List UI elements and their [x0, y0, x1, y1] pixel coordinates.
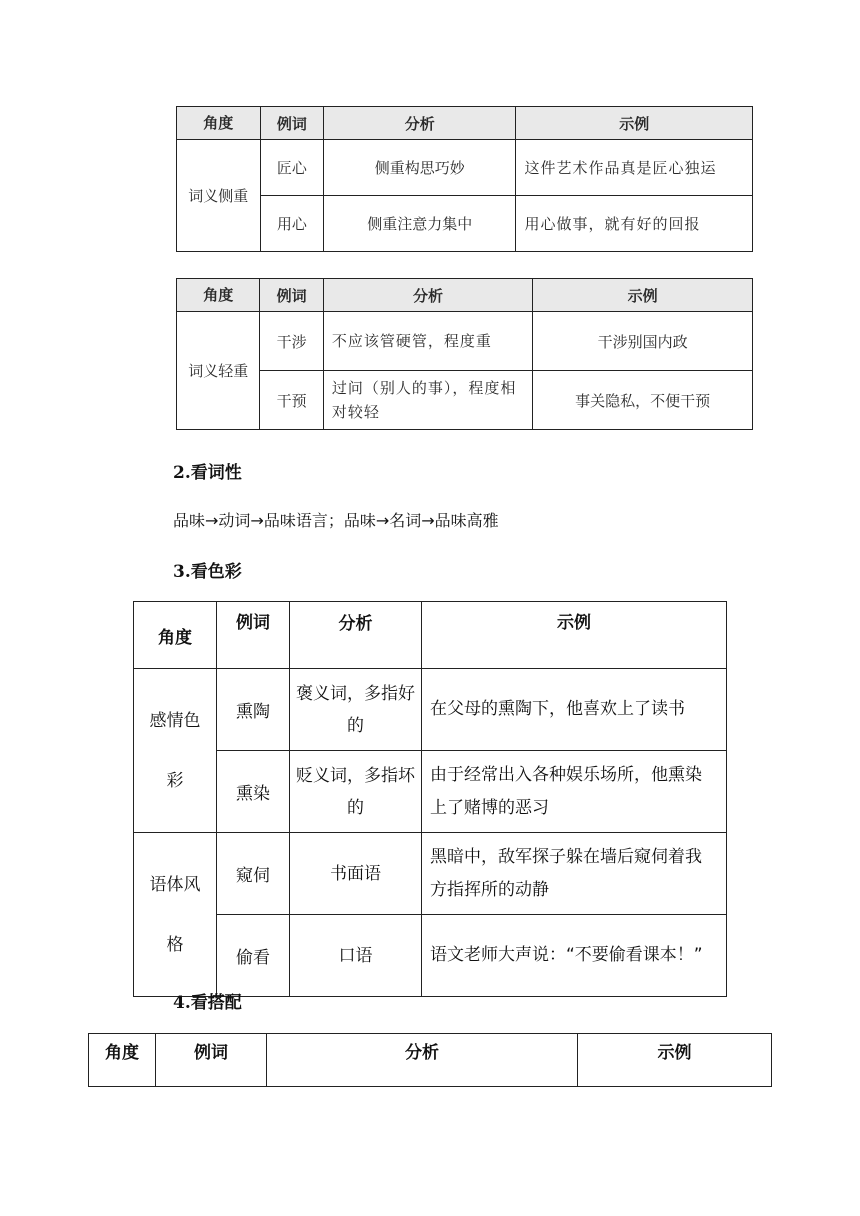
header-example-word: 例词 [260, 107, 324, 140]
header-example: 示例 [516, 107, 753, 140]
example-cell: 在父母的熏陶下，他喜欢上了读书 [422, 669, 727, 751]
table-header-row [177, 107, 753, 140]
analysis-cell: 口语 [290, 915, 422, 997]
word-collocation-table [88, 1033, 772, 1087]
analysis-cell: 侧重注意力集中 [324, 196, 516, 252]
analysis-cell: 书面语 [290, 833, 422, 915]
analysis-cell: 褒义词，多指好的 [290, 669, 422, 751]
header-example: 示例 [533, 279, 753, 312]
example-cell: 干涉别国内政 [533, 312, 753, 371]
table-row [134, 915, 727, 997]
example-cell: 这件艺术作品真是匠心独运 [516, 140, 753, 196]
table-row [134, 751, 727, 833]
table-row [134, 669, 727, 751]
analysis-cell: 侧重构思巧妙 [324, 140, 516, 196]
category-cell: 词义侧重 [177, 140, 261, 252]
table-row [177, 371, 753, 430]
analysis-cell: 过问（别人的事），程度相对较轻 [323, 371, 532, 430]
example-word-cell: 熏陶 [217, 669, 290, 751]
header-example: 示例 [578, 1034, 772, 1087]
header-analysis: 分析 [323, 279, 532, 312]
example-cell: 用心做事，就有好的回报 [516, 196, 753, 252]
table-row [177, 196, 753, 252]
word-color-table [133, 601, 727, 997]
table-header-row [177, 279, 753, 312]
word-meaning-emphasis-table [176, 106, 753, 252]
example-word-cell: 熏染 [217, 751, 290, 833]
category-cell: 词义轻重 [177, 312, 260, 430]
example-cell: 由于经常出入各种娱乐场所，他熏染上了赌博的恶习 [422, 751, 727, 833]
example-word-cell: 用心 [260, 196, 324, 252]
table-row [177, 312, 753, 371]
header-example-word: 例词 [156, 1034, 267, 1087]
header-analysis: 分析 [267, 1034, 578, 1087]
category-cell: 感情色彩 [134, 669, 217, 833]
section-heading-color: 3.看色彩 [173, 562, 242, 582]
word-meaning-weight-table [176, 278, 753, 430]
example-word-cell: 干涉 [260, 312, 323, 371]
table-row [177, 140, 753, 196]
table-header-row [89, 1034, 772, 1087]
table-header-row [134, 602, 727, 669]
header-angle: 角度 [177, 107, 261, 140]
header-analysis: 分析 [290, 602, 422, 669]
section-heading-part-of-speech: 2.看词性 [173, 463, 242, 483]
part-of-speech-text: 品味→动词→品味语言；品味→名词→品味高雅 [173, 511, 499, 530]
analysis-cell: 不应该管硬管，程度重 [323, 312, 532, 371]
header-example: 示例 [422, 602, 727, 669]
header-example-word: 例词 [260, 279, 323, 312]
example-word-cell: 偷看 [217, 915, 290, 997]
example-cell: 语文老师大声说：“不要偷看课本！” [422, 915, 727, 997]
header-angle: 角度 [89, 1034, 156, 1087]
header-analysis: 分析 [324, 107, 516, 140]
category-cell: 语体风格 [134, 833, 217, 997]
example-cell: 事关隐私，不便干预 [533, 371, 753, 430]
analysis-cell: 贬义词，多指坏的 [290, 751, 422, 833]
example-word-cell: 窥伺 [217, 833, 290, 915]
header-example-word: 例词 [217, 602, 290, 669]
example-cell: 黑暗中，敌军探子躲在墙后窥伺着我方指挥所的动静 [422, 833, 727, 915]
table-row [134, 833, 727, 915]
header-angle: 角度 [134, 602, 217, 669]
section-heading-collocation: 4.看搭配 [173, 993, 242, 1013]
header-angle: 角度 [177, 279, 260, 312]
example-word-cell: 干预 [260, 371, 323, 430]
example-word-cell: 匠心 [260, 140, 324, 196]
